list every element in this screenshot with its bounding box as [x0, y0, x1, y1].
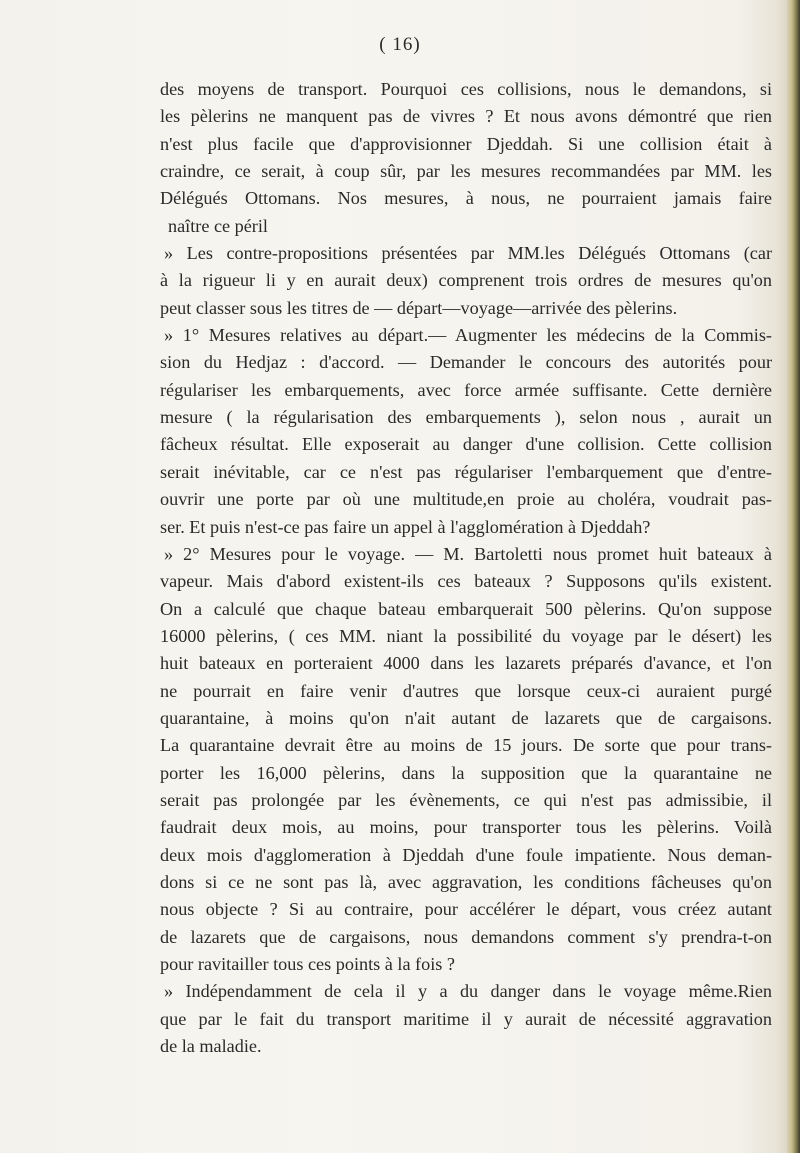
text-line: pour ravitailler tous ces points à la fois ? [160, 954, 455, 974]
text-line: La quarantaine devrait être au moins de 15 jours. De sorte que pour trans- [160, 735, 772, 756]
text-line: Délégués Ottomans. Nos mesures, à nous, ne pourraient jamais faire [160, 188, 772, 209]
text-line: sion du Hedjaz : d'accord. — Demander le concours des autorités pour [160, 352, 772, 373]
text-line: quarantaine, à moins qu'on n'ait autant de lazarets que de cargaisons. [160, 707, 772, 728]
text-line: ne pourrait en faire venir d'autres que lorsque ceux-ci auraient purgé [160, 680, 772, 701]
text-line: nous objecte ? Si au contraire, pour accélérer le départ, vous créez autant [160, 899, 772, 920]
text-line: que par le fait du transport maritime il y aurait de nécessité aggravation [160, 1008, 772, 1029]
text-line: craindre, ce serait, à coup sûr, par les mesures recommandées par MM. les [160, 161, 772, 182]
text-line: faudrait deux mois, au moins, pour transporter tous les pèlerins. Voilà [160, 817, 772, 838]
text-line: vapeur. Mais d'abord existent-ils ces bateaux ? Supposons qu'ils existent. [160, 571, 772, 592]
text-line: fâcheux résultat. Elle exposerait au danger d'une collision. Cette collision [160, 434, 772, 455]
page-number: ( 16) [379, 34, 421, 55]
text-line: les pèlerins ne manquent pas de vivres ? Et nous avons démontré que rien [160, 106, 772, 127]
text-line: deux mois d'agglomeration à Djeddah d'une foule impatiente. Nous deman- [160, 844, 772, 865]
paragraph-start: » Les contre-propositions présentées par MM.les Délégués Ottomans (car [164, 243, 772, 264]
text-line: serait pas prolongée par les évènements, ce qui n'est pas admissibie, il [160, 789, 772, 810]
text-line: de lazarets que de cargaisons, nous demandons comment s'y prendra-t-on [160, 926, 772, 947]
paragraph-start: » 2° Mesures pour le voyage. — M. Bartoletti nous promet huit bateaux à [164, 543, 772, 564]
text-line: à la rigueur li y en aurait deux) comprenent trois ordres de mesures qu'on [160, 270, 772, 291]
text-line: de la maladie. [160, 1036, 262, 1057]
text-line: des moyens de transport. Pourquoi ces collisions, nous le demandons, si [160, 79, 772, 99]
text-line: n'est plus facile que d'approvisionner Djeddah. Si une collision était à [160, 133, 772, 154]
text-line: mesure ( la régularisation des embarquements ), selon nous , aurait un [160, 407, 772, 428]
text-line: ouvrir une porte par où une multitude,en proie au choléra, voudrait pas- [160, 489, 772, 510]
paragraph-start: » Indépendamment de cela il y a du danger dans le voyage même.Rien [164, 981, 772, 1002]
text-line: On a calculé que chaque bateau embarquerait 500 pèlerins. Qu'on suppose [160, 598, 772, 619]
text-line: ser. Et puis n'est-ce pas faire un appel à l'agglomération à Djeddah? [160, 516, 651, 537]
text-line: dons si ce ne sont pas là, avec aggravation, les conditions fâcheuses qu'on [160, 871, 772, 892]
book-binding-edge [786, 0, 800, 1153]
text-line: peut classer sous les titres de — départ—voyage—arrivée des pèlerins. [160, 297, 678, 318]
text-line: porter les 16,000 pèlerins, dans la supposition que la quarantaine ne [160, 762, 772, 783]
paragraph-start: » 1° Mesures relatives au départ.— Augmenter les médecins de la Commis- [164, 325, 772, 346]
text-line: huit bateaux en porteraient 4000 dans les lazarets préparés d'avance, et l'on [160, 653, 772, 674]
text-line: 16000 pèlerins, ( ces MM. niant la possibilité du voyage par le désert) les [160, 625, 772, 646]
text-line: naître ce péril [168, 215, 268, 236]
text-line: régulariser les embarquements, avec force armée suffisante. Cette dernière [160, 379, 772, 400]
body-text [160, 76, 772, 1060]
text-line: serait inévitable, car ce n'est pas régulariser l'embarquement que d'entre- [160, 461, 772, 482]
